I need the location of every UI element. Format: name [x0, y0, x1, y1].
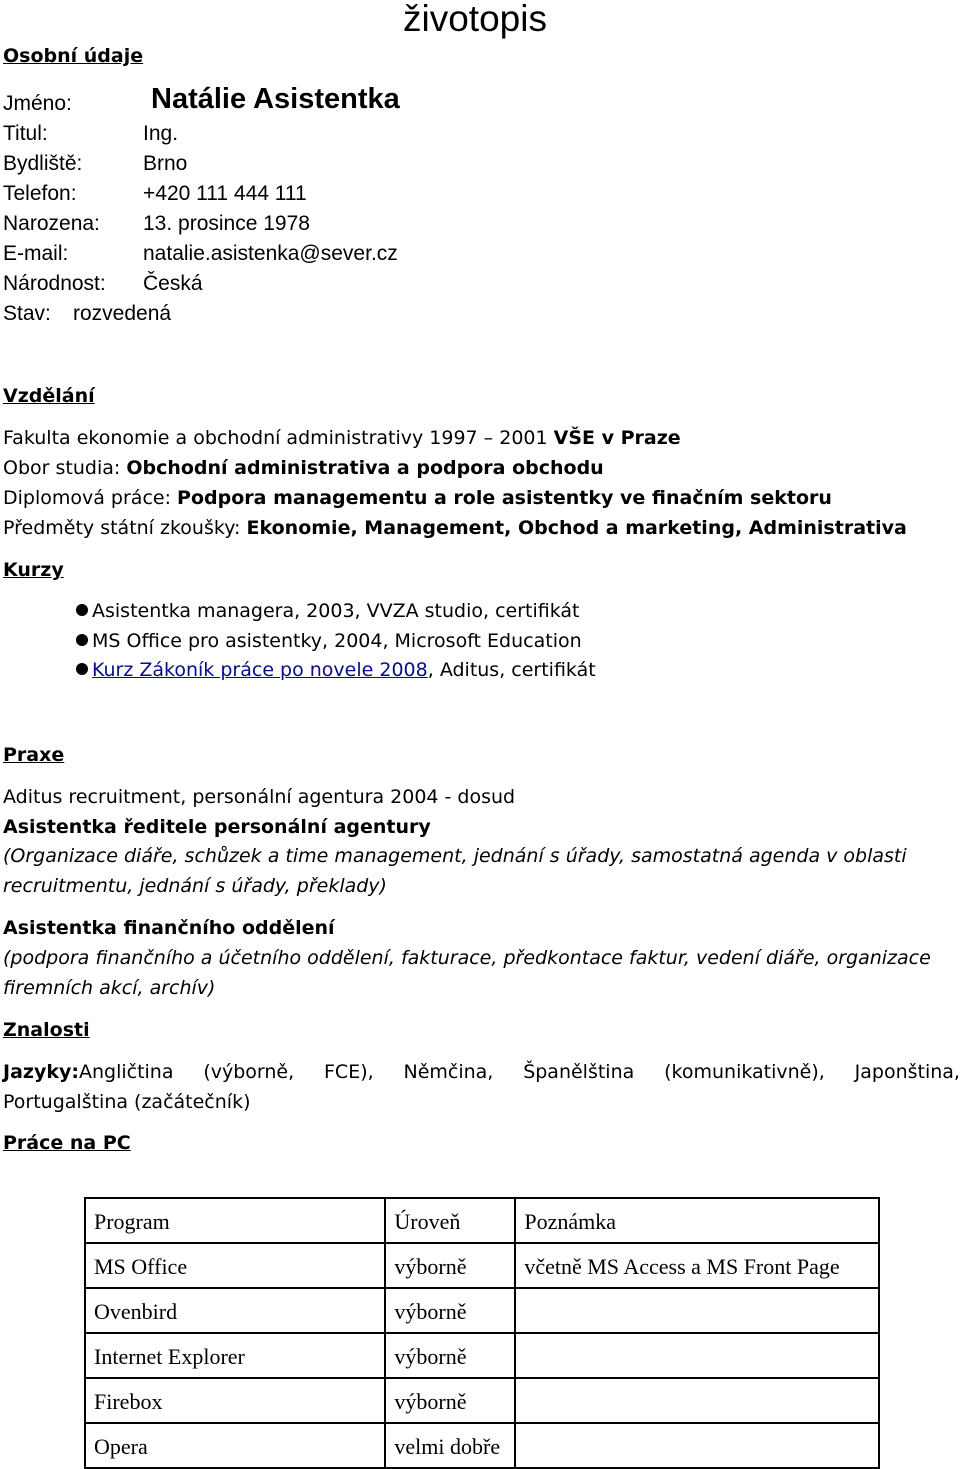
field-label: Obor studia:	[3, 457, 121, 479]
residence-value: Brno	[143, 152, 188, 175]
status-label: Stav:	[3, 302, 51, 325]
program-cell: MS Office	[85, 1243, 385, 1288]
residence-label: Bydliště:	[3, 152, 83, 175]
header-note: Poznámka	[515, 1198, 879, 1243]
language-word: FCE),	[324, 1061, 374, 1083]
languages-line2: Portugalština (začátečník)	[3, 1091, 251, 1113]
course-text: MS Office pro asistentky, 2004, Microsoft Education	[92, 630, 582, 652]
document-title: životopis	[403, 0, 547, 39]
education-thesis-line	[3, 488, 832, 510]
job1-description-line1: (Organizace diáře, schůzek a time management, jednání s úřady, samostatná agenda v oblasti	[3, 845, 907, 867]
language-word: Španělština	[523, 1061, 635, 1083]
education-faculty-line	[3, 428, 681, 450]
program-cell: Ovenbird	[85, 1288, 385, 1333]
faculty-text: Fakulta ekonomie a obchodní administrativy 1997 – 2001	[3, 427, 548, 449]
header-program: Program	[85, 1198, 385, 1243]
section-heading-pc: Práce na PC	[3, 1132, 131, 1154]
note-cell	[515, 1333, 879, 1378]
practice-company: Aditus recruitment, personální agentura 2004 - dosud	[3, 786, 516, 808]
program-cell: Opera	[85, 1423, 385, 1468]
person-name: Natálie Asistentka	[151, 83, 400, 115]
section-heading-education: Vzdělání	[3, 385, 95, 407]
school-name: VŠE v Praze	[553, 427, 681, 449]
language-word: (komunikativně),	[664, 1061, 825, 1083]
languages-label: Jazyky:	[3, 1061, 79, 1083]
note-cell	[515, 1423, 879, 1468]
level-cell: velmi dobře	[385, 1423, 515, 1468]
table-header-row	[85, 1198, 879, 1243]
education-exams-line	[3, 518, 907, 540]
course-item	[76, 601, 580, 623]
level-cell: výborně	[385, 1333, 515, 1378]
section-heading-knowledge: Znalosti	[3, 1019, 90, 1041]
course-item	[76, 660, 596, 682]
nationality-label: Národnost:	[3, 272, 106, 295]
status-value: rozvedená	[73, 302, 172, 325]
thesis-label: Diplomová práce:	[3, 487, 171, 509]
program-cell: Firebox	[85, 1378, 385, 1423]
birth-value: 13. prosince 1978	[143, 212, 310, 235]
note-cell: včetně MS Access a MS Front Page	[515, 1243, 879, 1288]
header-level: Úroveň	[385, 1198, 515, 1243]
bullet-icon	[76, 634, 88, 646]
exams-label: Předměty státní zkoušky:	[3, 517, 241, 539]
table-row	[85, 1333, 879, 1378]
job2-title: Asistentka finančního oddělení	[3, 917, 335, 939]
email-label: E-mail:	[3, 242, 69, 265]
table-row	[85, 1243, 879, 1288]
table-row	[85, 1288, 879, 1333]
language-word: Němčina,	[403, 1061, 494, 1083]
phone-label: Telefon:	[3, 182, 77, 205]
course-link[interactable]: Kurz Zákoník práce po novele 2008	[92, 659, 428, 681]
table-row	[85, 1378, 879, 1423]
course-text: Asistentka managera, 2003, VVZA studio, certifikát	[92, 600, 580, 622]
job1-description-line2: recruitmentu, jednání s úřady, překlady)	[3, 875, 387, 897]
languages-first	[3, 1062, 174, 1084]
language-word: Japonština,	[854, 1061, 960, 1083]
job1-title: Asistentka ředitele personální agentury	[3, 816, 431, 838]
section-heading-courses: Kurzy	[3, 559, 64, 581]
phone-value: +420 111 444 111	[143, 182, 307, 205]
languages-line	[3, 1062, 960, 1084]
job2-description-line1: (podpora finančního a účetního oddělení, fakturace, předkontace faktur, vedení diáře, organizace	[3, 947, 931, 969]
pc-skills-table	[84, 1197, 880, 1469]
course-link-tail: , Aditus, certifikát	[427, 659, 596, 681]
section-heading-personal: Osobní údaje	[3, 45, 144, 67]
level-cell: výborně	[385, 1243, 515, 1288]
section-heading-practice: Praxe	[3, 744, 65, 766]
email-value: natalie.asistenka@sever.cz	[143, 242, 398, 265]
birth-label: Narozena:	[3, 212, 100, 235]
language-word: Angličtina	[78, 1061, 174, 1083]
name-label: Jméno:	[3, 92, 72, 115]
exams-value: Ekonomie, Management, Obchod a marketing, Administrativa	[246, 517, 907, 539]
field-value: Obchodní administrativa a podpora obchodu	[126, 457, 604, 479]
nationality-value: Česká	[143, 272, 203, 295]
table-row	[85, 1423, 879, 1468]
bullet-icon	[76, 604, 88, 616]
level-cell: výborně	[385, 1378, 515, 1423]
note-cell	[515, 1378, 879, 1423]
thesis-value: Podpora managementu a role asistentky ve finačním sektoru	[177, 487, 832, 509]
language-word: (výborně,	[203, 1061, 295, 1083]
program-cell: Internet Explorer	[85, 1333, 385, 1378]
job2-description-line2: firemních akcí, archív)	[3, 977, 216, 999]
title-value: Ing.	[143, 122, 179, 145]
bullet-icon	[76, 663, 88, 675]
title-label: Titul:	[3, 122, 48, 145]
course-item	[76, 631, 582, 653]
education-field-line	[3, 458, 604, 480]
note-cell	[515, 1288, 879, 1333]
level-cell: výborně	[385, 1288, 515, 1333]
